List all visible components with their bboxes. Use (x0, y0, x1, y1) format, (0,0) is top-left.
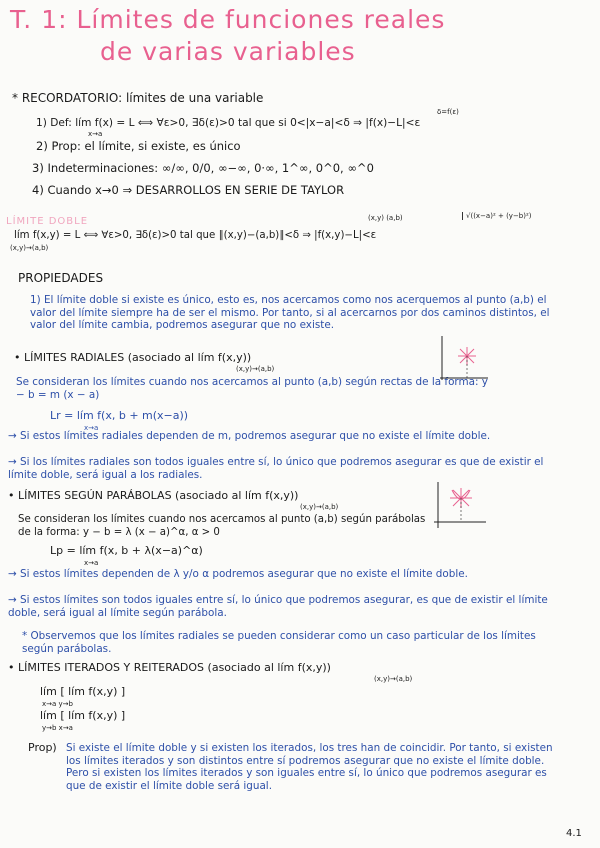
euclidean-norm-box: √((x−a)² + (y−b)²) (462, 212, 532, 220)
limit-definition: 1) Def: lím f(x) = L ⟺ ∀ε>0, ∃δ(ε)>0 tal que si 0<|x−a|<δ ⇒ |f(x)−L|<ε (36, 117, 421, 129)
taylor-note: 4) Cuando x→0 ⇒ DESARROLLOS EN SERIE DE TAYLOR (32, 183, 345, 197)
parabola-curves-diagram (428, 480, 488, 530)
uniqueness-property: 2) Prop: el límite, si existe, es único (36, 139, 241, 153)
iterated-limit-2: lím [ lím f(x,y) ] (40, 709, 126, 722)
iterated-limit-2-subscript: y→b x→a (42, 724, 73, 732)
double-limit-subscript: (x,y)→(a,b) (10, 244, 49, 252)
double-limit-definition: lím f(x,y) = L ⟺ ∀ε>0, ∃δ(ε)>0 tal que ∥(x,y)−(a,b)∥<δ ⇒ |f(x,y)−L|<ε (14, 230, 377, 241)
iterated-limits-heading-subscript: (x,y)→(a,b) (374, 675, 413, 683)
radial-limit-formula: Lr = lím f(x, b + m(x−a)) (50, 409, 189, 422)
page-number: 4.1 (566, 828, 582, 839)
iterated-property-text: Si existe el límite doble y si existen los iterados, los tres han de coincidir. Por tanto, si existen los límites iterados y son distintos entre sí podremos asegurar que no existe el límite doble. Pero si existen los límites iterados y son iguales entre sí, lo único que podremos asegurar es que de existir el límite doble será igual. (66, 742, 553, 793)
recordatorio-heading: * RECORDATORIO: límites de una variable (12, 91, 264, 105)
parabola-limits-text: Se consideran los límites cuando nos acercamos al punto (a,b) según parábolas de la forma: y − b = λ (x − a)^α, α > 0 (18, 514, 426, 538)
double-limit-side-note: (x,y) (a,b) (368, 214, 403, 222)
parabola-limit-formula: Lp = lím f(x, b + λ(x−a)^α) (50, 544, 203, 557)
radial-limits-text: Se consideran los límites cuando nos acercamos al punto (a,b) según rectas de la forma: y − b = m (x − a) (16, 376, 488, 401)
properties-text: 1) El límite doble si existe es único, esto es, nos acercamos como nos acerquemos al punto (a,b) el valor del límite siempre ha de ser el mismo. Por tanto, si al acercarnos por dos caminos distintos, el valor del límite cambia, podremos asegurar que no existe. (30, 294, 550, 332)
parabola-limits-note-2: → Si estos límites son todos iguales entre sí, lo único que podremos asegurar, es que de existir el límite doble, será igual al límite según parábola. (8, 594, 548, 619)
limit-definition-subscript: x→a (88, 130, 103, 138)
indeterminate-forms: 3) Indeterminaciones: ∞/∞, 0/0, ∞−∞, 0·∞, 1^∞, 0^0, ∞^0 (32, 161, 374, 175)
iterated-limits-heading: • LÍMITES ITERADOS Y REITERADOS (asociado al lím f(x,y)) (8, 661, 331, 674)
parabola-limits-heading-subscript: (x,y)→(a,b) (300, 503, 339, 511)
iterated-property-label: Prop) (28, 741, 57, 754)
parabola-limit-formula-subscript: x→a (84, 559, 99, 567)
radial-limit-formula-subscript: x→a (84, 424, 99, 432)
radial-limits-heading: • LÍMITES RADIALES (asociado al lím f(x,y)) (14, 351, 252, 364)
page-title-line-2: de varias variables (100, 37, 356, 66)
radial-lines-diagram (432, 334, 492, 382)
double-limit-heading: LÍMITE DOBLE (6, 216, 89, 227)
parabola-limits-note-1: → Si estos límites dependen de λ y/o α podremos asegurar que no existe el límite doble. (8, 568, 468, 580)
radial-vs-parabola-observation: * Observemos que los límites radiales se pueden considerar como un caso particular de los límites según parábolas. (22, 630, 536, 655)
radial-limits-note-2: → Si los límites radiales son todos iguales entre sí, lo único que podremos asegurar es que de existir el límite doble, será igual a los radiales. (8, 456, 544, 481)
radial-limits-note-1: → Si estos límites radiales dependen de m, podremos asegurar que no existe el límite doble. (8, 430, 491, 442)
radial-limits-heading-subscript: (x,y)→(a,b) (236, 365, 275, 373)
properties-heading: PROPIEDADES (18, 271, 104, 285)
iterated-limit-1: lím [ lím f(x,y) ] (40, 685, 126, 698)
parabola-limits-heading: • LÍMITES SEGÚN PARÁBOLAS (asociado al lím f(x,y)) (8, 489, 299, 502)
page-title-line-1: T. 1: Límites de funciones reales (10, 5, 446, 34)
iterated-limit-1-subscript: x→a y→b (42, 700, 73, 708)
definition-delta-note: δ=f(ε) (437, 108, 459, 116)
